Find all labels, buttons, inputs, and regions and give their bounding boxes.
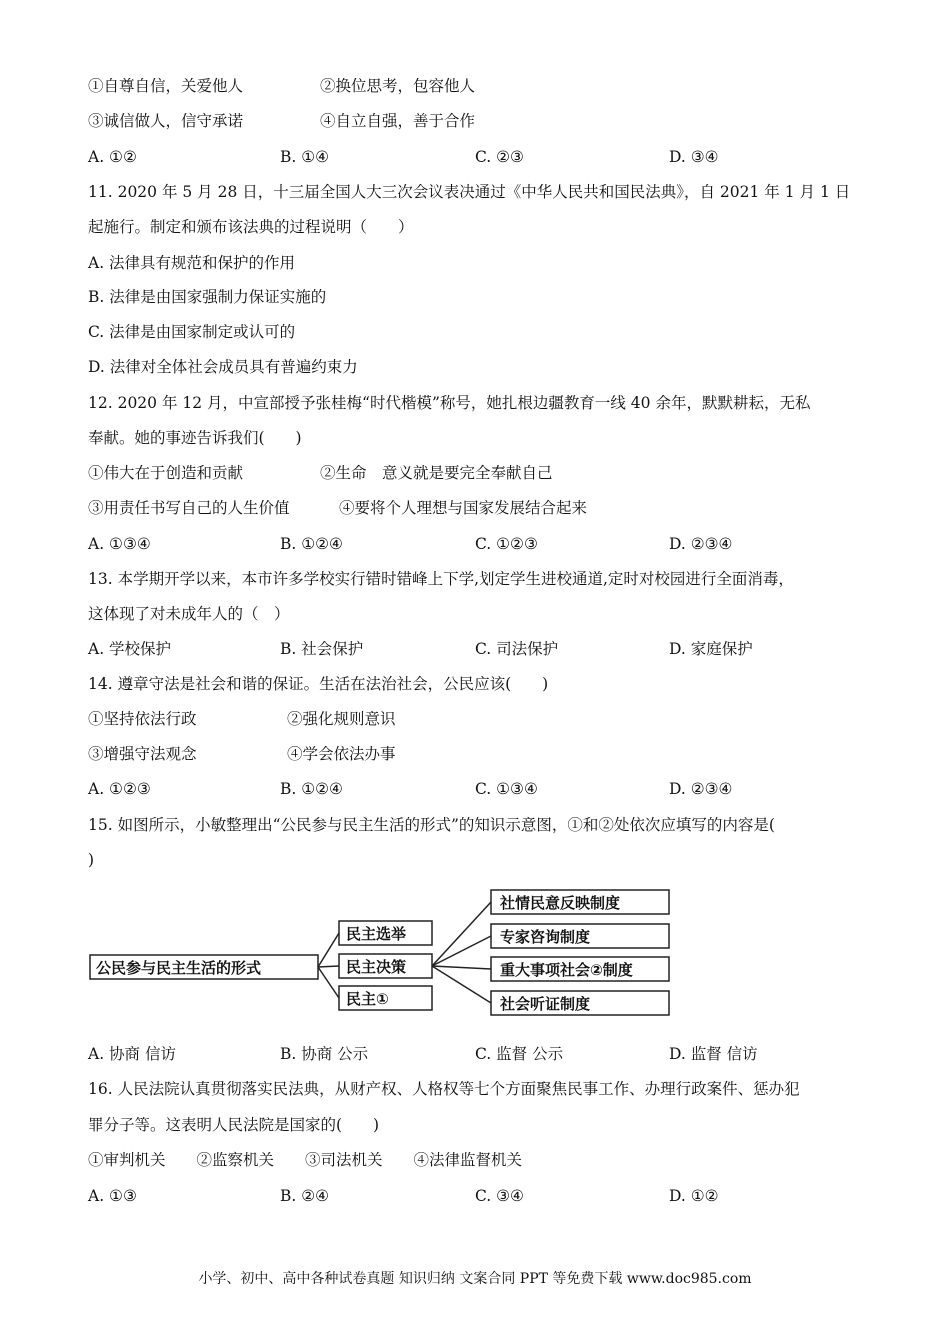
choice-row	[88, 1044, 868, 1064]
q12-statement-3: ③用责任书写自己的人生价值	[88, 499, 290, 517]
q15-choice-b[interactable]: B. 协商 公示	[280, 1045, 369, 1063]
q13-choice-a[interactable]: A. 学校保护	[88, 640, 172, 658]
q16-stem-line1: 16. 人民法院认真贯彻落实民法典，从财产权、人格权等七个方面聚焦民事工作、办理行政案件、惩办犯	[88, 1080, 800, 1098]
q12-statement-1: ①伟大在于创造和贡献	[88, 464, 244, 482]
q11-choice-b[interactable]: B. 法律是由国家强制力保证实施的	[88, 288, 327, 306]
diagram-right-label-1: 社情民意反映制度	[500, 894, 621, 912]
diagram-mid-label-1: 民主选举	[346, 925, 407, 943]
diagram-right-label-2: 专家咨询制度	[500, 928, 591, 946]
q13-stem-line2: 这体现了对未成年人的（ ）	[88, 605, 290, 623]
q15-choice-a[interactable]: A. 协商 信访	[88, 1045, 176, 1063]
q16-stem-line2: 罪分子等。这表明人民法院是国家的( )	[88, 1116, 380, 1134]
q14-choice-a[interactable]: A. ①②③	[88, 780, 151, 798]
diagram-mid-label-2: 民主决策	[346, 958, 407, 976]
q16-choice-d[interactable]: D. ①②	[669, 1187, 719, 1205]
q11-stem-line2: 起施行。制定和颁布该法典的过程说明（ ）	[88, 218, 414, 236]
q13-choice-d[interactable]: D. 家庭保护	[669, 640, 753, 658]
q14-choice-b[interactable]: B. ①②④	[280, 780, 343, 798]
q14-choice-c[interactable]: C. ①③④	[475, 780, 538, 798]
q16-choice-a[interactable]: A. ①③	[88, 1187, 137, 1205]
choice-c[interactable]: C. ②③	[475, 148, 524, 166]
diagram-mid-label-3: 民主①	[346, 990, 389, 1008]
q16-choice-c[interactable]: C. ③④	[475, 1187, 524, 1205]
q15-choice-d[interactable]: D. 监督 信访	[669, 1045, 758, 1063]
choice-a[interactable]: A. ①②	[88, 148, 137, 166]
q14-statement-2: ②强化规则意识	[287, 710, 396, 728]
q11-choice-d[interactable]: D. 法律对全体社会成员具有普遍约束力	[88, 358, 358, 376]
q14-choice-d[interactable]: D. ②③④	[669, 780, 733, 798]
statement-1: ①自尊自信，关爱他人	[88, 77, 244, 95]
statement-2: ②换位思考，包容他人	[320, 77, 476, 95]
q11-stem-line1: 11. 2020 年 5 月 28 日，十三届全国人大三次会议表决通过《中华人民共和国民法典》，自 2021 年 1 月 1 日	[88, 183, 851, 201]
q12-choice-b[interactable]: B. ①②④	[280, 535, 343, 553]
q13-stem-line1: 13. 本学期开学以来，本市许多学校实行错时错峰上下学,划定学生进校通道,定时对校园进行全面消毒，	[88, 570, 794, 588]
page-footer: 小学、初中、高中各种试卷真题 知识归纳 文案合同 PPT 等免费下载 www.doc985.com	[198, 1271, 752, 1287]
q14-statement-3: ③增强守法观念	[88, 745, 197, 763]
q11-choice-a[interactable]: A. 法律具有规范和保护的作用	[88, 254, 296, 272]
q14-statement-4: ④学会依法办事	[287, 745, 396, 763]
diagram-right-label-4: 社会听证制度	[500, 995, 591, 1013]
q15-stem-line1: 15. 如图所示，小敏整理出“公民参与民主生活的形式”的知识示意图，①和②处依次应填写的内容是(	[88, 816, 775, 834]
q12-choice-d[interactable]: D. ②③④	[669, 535, 733, 553]
q12-statement-4: ④要将个人理想与国家发展结合起来	[339, 499, 588, 517]
diagram-root-label: 公民参与民主生活的形式	[96, 959, 262, 977]
q13-choice-b[interactable]: B. 社会保护	[280, 640, 364, 658]
q16-statements: ①审判机关 ②监察机关 ③司法机关 ④法律监督机关	[88, 1151, 523, 1169]
statement-4: ④自立自强，善于合作	[320, 112, 476, 130]
q14-statement-1: ①坚持依法行政	[88, 710, 197, 728]
q16-choice-b[interactable]: B. ②④	[280, 1187, 330, 1205]
q12-statement-2: ②生命 意义就是要完全奉献自己	[320, 464, 553, 482]
q12-choice-c[interactable]: C. ①②③	[475, 535, 538, 553]
statement-3: ③诚信做人，信守承诺	[88, 112, 244, 130]
q11-choice-c[interactable]: C. 法律是由国家制定或认可的	[88, 323, 296, 341]
choice-d[interactable]: D. ③④	[669, 148, 719, 166]
q12-stem-line1: 12. 2020 年 12 月，中宣部授予张桂梅“时代楷模”称号，她扎根边疆教育一线 40 余年，默默耕耘，无私	[88, 394, 811, 412]
q15-choice-c[interactable]: C. 监督 公示	[475, 1045, 564, 1063]
q13-choice-c[interactable]: C. 司法保护	[475, 640, 559, 658]
choice-b[interactable]: B. ①④	[280, 148, 330, 166]
q14-stem: 14. 遵章守法是社会和谐的保证。生活在法治社会，公民应该( )	[88, 675, 549, 693]
q15-stem-line2: )	[88, 851, 95, 869]
choice-row	[88, 1186, 868, 1206]
diagram-right-label-3: 重大事项社会②制度	[500, 961, 633, 979]
q12-choice-a[interactable]: A. ①③④	[88, 535, 151, 553]
q12-stem-line2: 奉献。她的事迹告诉我们( )	[88, 429, 302, 447]
